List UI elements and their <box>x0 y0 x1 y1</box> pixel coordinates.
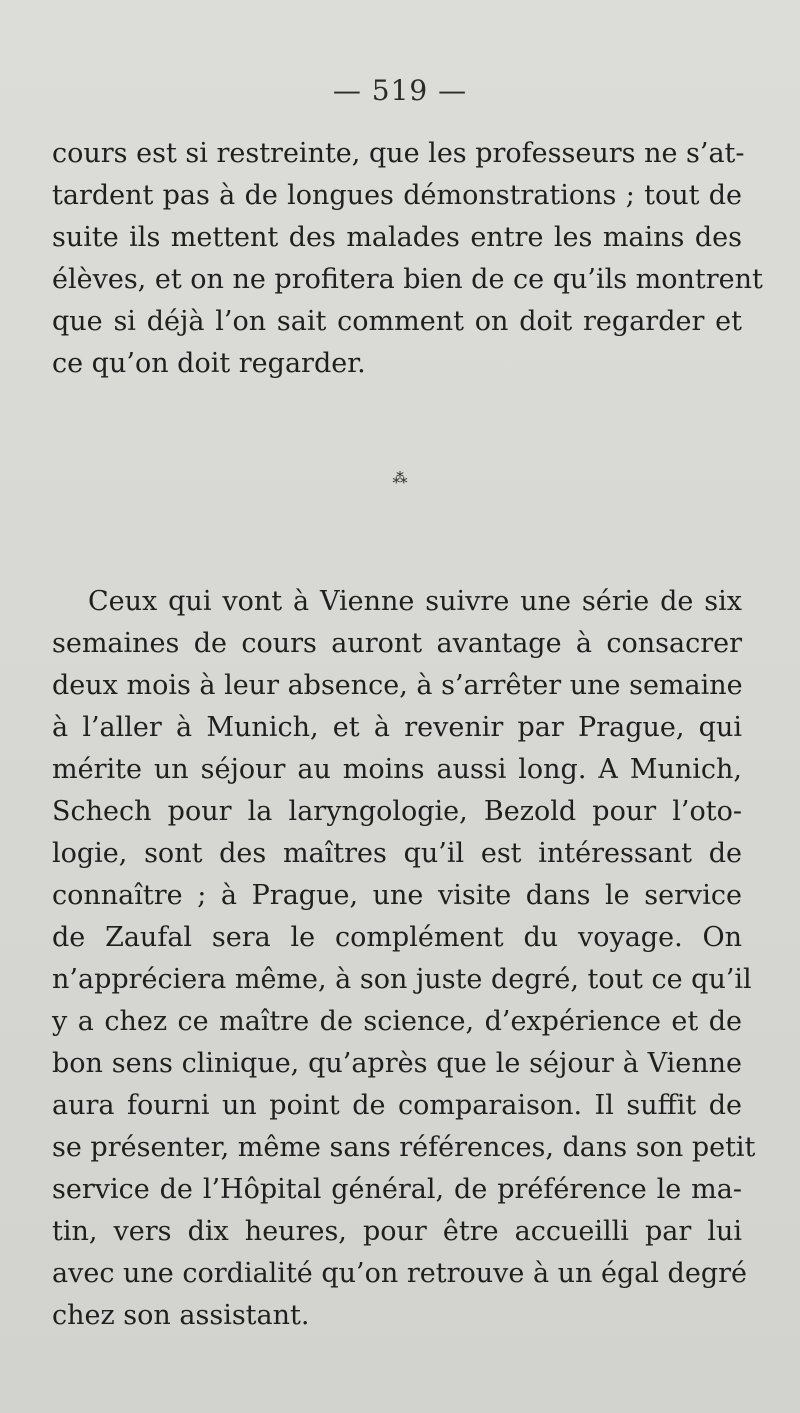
asterism-ornament: ⁂ <box>392 469 408 487</box>
text-line: tin, vers dix heures, pour être accueilli par lui <box>52 1216 742 1247</box>
text-line: mérite un séjour au moins aussi long. A Munich, <box>52 754 742 785</box>
text-line: cours est si restreinte, que les professeurs ne s’at- <box>52 138 745 169</box>
text-line: logie, sont des maîtres qu’il est intéressant de <box>52 838 742 869</box>
text-line: Ceux qui vont à Vienne suivre une série de six <box>88 586 742 617</box>
text-line: ce qu’on doit regarder. <box>52 348 366 379</box>
text-line: élèves, et on ne profitera bien de ce qu’ils montrent <box>52 264 763 295</box>
text-line: bon sens clinique, qu’après que le séjour à Vienne <box>52 1048 742 1079</box>
text-line: que si déjà l’on sait comment on doit regarder et <box>52 306 742 337</box>
text-line: semaines de cours auront avantage à consacrer <box>52 628 742 659</box>
text-line: Schech pour la laryngologie, Bezold pour l’oto- <box>52 796 742 827</box>
text-line: avec une cordialité qu’on retrouve à un égal degré <box>52 1258 747 1289</box>
text-line: de Zaufal sera le complément du voyage. On <box>52 922 742 953</box>
text-line: tardent pas à de longues démonstrations ; tout de <box>52 180 742 211</box>
paragraph-1 <box>52 133 763 385</box>
text-line: service de l’Hôpital général, de préférence le ma- <box>52 1174 742 1205</box>
text-line: suite ils mettent des malades entre les mains des <box>52 222 742 253</box>
text-line: deux mois à leur absence, à s’arrêter une semaine <box>52 670 743 701</box>
text-line: se présenter, même sans références, dans son petit <box>52 1132 756 1163</box>
text-line: aura fourni un point de comparaison. Il suffit de <box>52 1090 742 1121</box>
text-line: y a chez ce maître de science, d’expérience et de <box>52 1006 742 1037</box>
text-line: chez son assistant. <box>52 1300 310 1331</box>
text-line: à l’aller à Munich, et à revenir par Prague, qui <box>52 712 742 743</box>
page-number: — 519 — <box>332 74 468 107</box>
text-line: n’appréciera même, à son juste degré, tout ce qu’il <box>52 964 752 995</box>
text-line: connaître ; à Prague, une visite dans le service <box>52 880 742 911</box>
paragraph-2 <box>52 581 756 1337</box>
